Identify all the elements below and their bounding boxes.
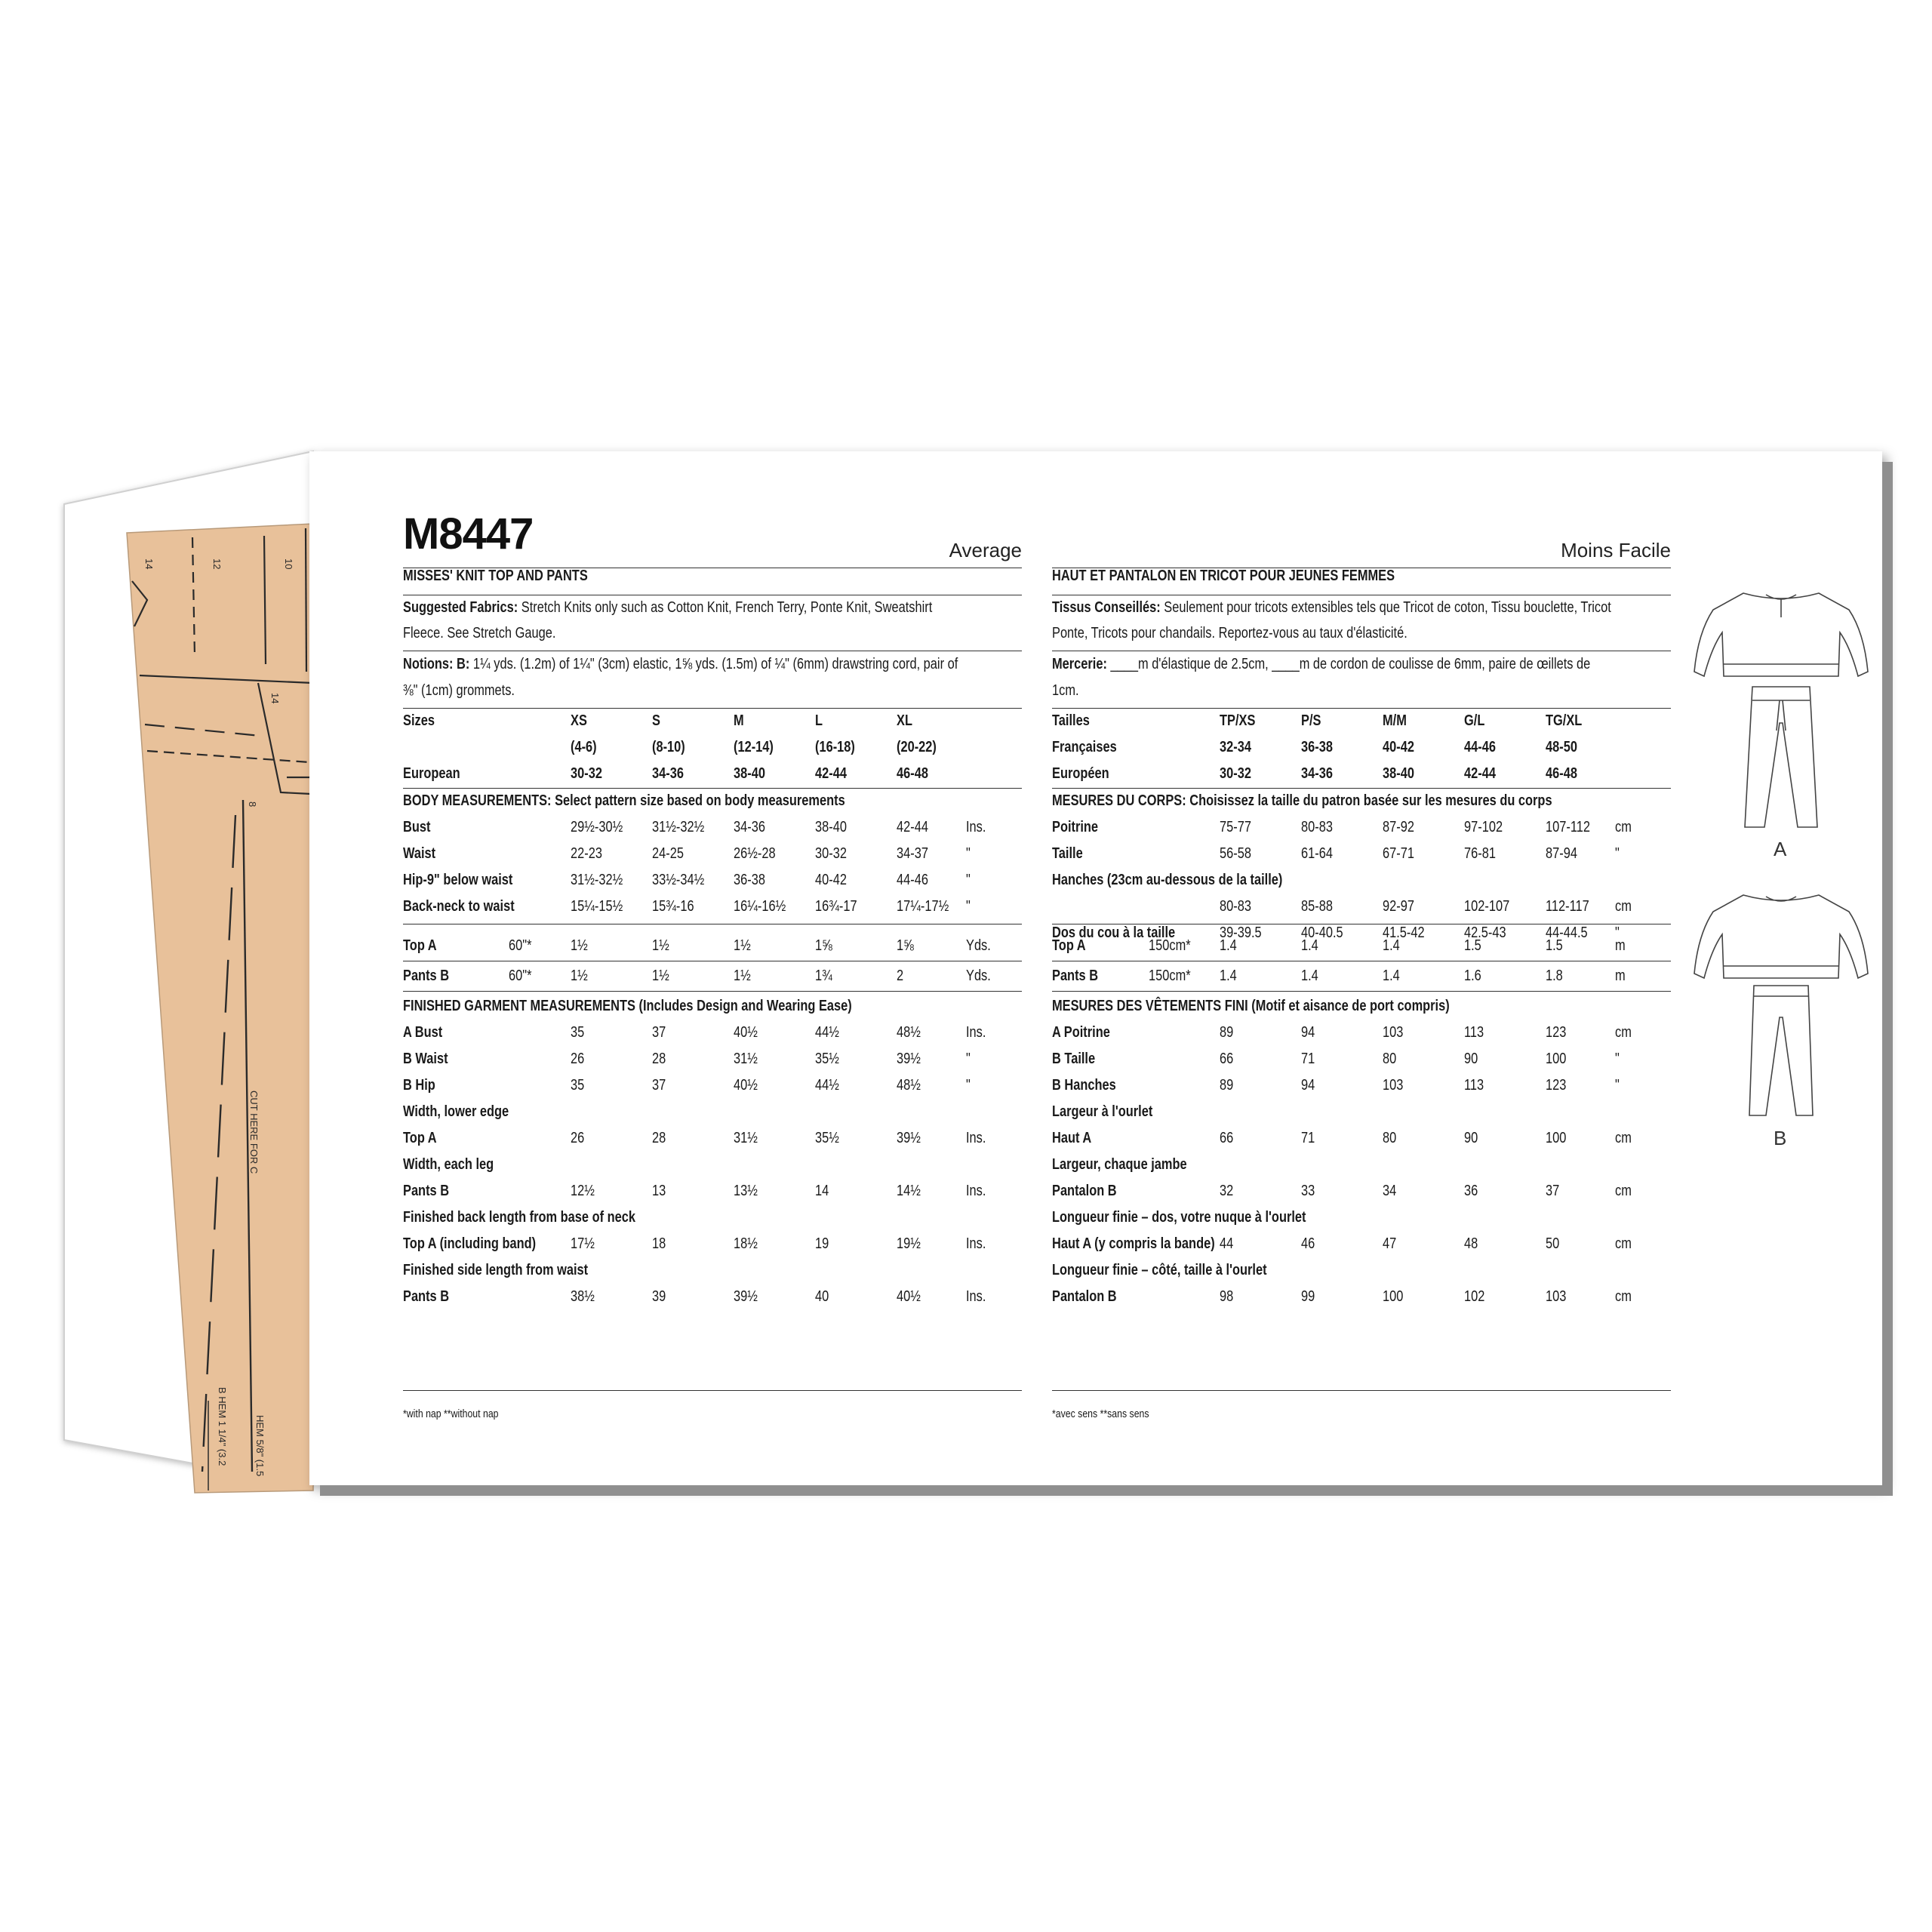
yardage-cell: 1.4 [1301,968,1318,984]
yardage-width: 60"* [509,968,532,984]
finished-row-label: Pants B [403,1183,450,1199]
finished-cell: 18½ [734,1235,758,1252]
body-row-label: Hip-9" below waist [403,872,513,888]
size-num-4: (20-22) [897,739,937,755]
finished-row-label: A Poitrine [1052,1024,1110,1041]
finished-row-label: Top A [403,1130,437,1146]
finished-cell: 66 [1220,1130,1234,1146]
body-row-label: Waist [403,845,436,862]
euro-1: 34-36 [652,765,684,782]
finished-cell: 66 [1220,1051,1234,1067]
finished-row-label: Pantalon B [1052,1288,1117,1305]
finished-cell: 14½ [897,1183,921,1199]
finished-cell: 31½ [734,1130,758,1146]
euro-0: 30-32 [1220,765,1251,782]
sizes-label: Tailles [1052,712,1090,729]
finished-cell: 48 [1464,1235,1478,1252]
finished-row-label: Haut A (y compris la bande) [1052,1235,1215,1252]
finished-unit: Ins. [966,1183,986,1199]
finished-cell: 35 [571,1024,585,1041]
yardage-cell: 1.5 [1464,937,1481,954]
finished-cell: 36 [1464,1183,1478,1199]
footnote-en: *with nap **without nap [403,1407,499,1420]
finished-unit: Ins. [966,1024,986,1041]
body-cell: 16¼-16½ [734,898,786,915]
finished-unit: " [1615,1077,1620,1094]
finished-title: FINISHED GARMENT MEASUREMENTS (Includes Design and Wearing Ease) [403,998,852,1014]
finished-unit: " [966,1077,971,1094]
finished-cell: 94 [1301,1024,1315,1041]
finished-cell: 26 [571,1051,585,1067]
yardage-unit: Yds. [966,937,991,954]
body-cell: 16¾-17 [815,898,857,915]
size-4: TG/XL [1546,712,1583,729]
finished-cell: 37 [652,1024,666,1041]
size-3: G/L [1464,712,1485,729]
finished-cell: 80 [1383,1051,1397,1067]
body-cell: 42.5-43 [1464,924,1506,941]
finished-row-label: Finished back length from base of neck [403,1209,636,1226]
finished-cell: 31½ [734,1051,758,1067]
body-cell: 56-58 [1220,845,1251,862]
size-2: M [734,712,744,729]
fr-size-3: 44-46 [1464,739,1496,755]
fr-size-0: 32-34 [1220,739,1251,755]
yardage-cell: 1.4 [1220,968,1237,984]
size-1: S [652,712,660,729]
size-num-0: (4-6) [571,739,597,755]
euro-2: 38-40 [1383,765,1414,782]
finished-row-label: Pantalon B [1052,1183,1117,1199]
euro-1: 34-36 [1301,765,1333,782]
yardage-cell: 1.4 [1301,937,1318,954]
finished-cell: 98 [1220,1288,1234,1305]
yardage-width: 150cm* [1149,968,1191,984]
finished-unit: " [1615,1051,1620,1067]
body-cell: 34-37 [897,845,928,862]
body-cell: 67-71 [1383,845,1414,862]
yardage-cell: 1½ [652,937,669,954]
hem-b-label: B HEM 1 1/4" (3.2 [217,1387,228,1466]
finished-unit: Ins. [966,1130,986,1146]
size-3: L [815,712,823,729]
finished-cell: 38½ [571,1288,595,1305]
yardage-cell: 1½ [571,968,588,984]
body-cell: 76-81 [1464,845,1496,862]
finished-cell: 100 [1546,1130,1567,1146]
euro-0: 30-32 [571,765,602,782]
yardage-cell: 1½ [734,968,751,984]
finished-cell: 40½ [897,1288,921,1305]
euro-4: 46-48 [1546,765,1577,782]
yardage-cell: 1.8 [1546,968,1563,984]
body-row-label: Bust [403,819,431,835]
body-unit: " [966,898,971,915]
finished-title: MESURES DES VÊTEMENTS FINI (Motif et aisance de port compris) [1052,998,1450,1014]
body-cell: 92-97 [1383,898,1414,915]
finished-cell: 94 [1301,1077,1315,1094]
body-cell: 44-46 [897,872,928,888]
finished-cell: 71 [1301,1130,1315,1146]
finished-cell: 40 [815,1288,829,1305]
finished-unit: Ins. [966,1235,986,1252]
yardage-unit: Yds. [966,968,991,984]
notions-line-2-fr: 1cm. [1052,682,1079,699]
fr-sizes-label: Françaises [1052,739,1117,755]
finished-cell: 46 [1301,1235,1315,1252]
finished-cell: 103 [1546,1288,1567,1305]
body-unit: cm [1615,819,1632,835]
fabrics-line-2-fr: Ponte, Tricots pour chandails. Reportez-vous au taux d'élasticité. [1052,625,1407,641]
finished-cell: 37 [652,1077,666,1094]
finished-cell: 39½ [897,1051,921,1067]
notions-line-2: ⅜" (1cm) grommets. [403,682,515,699]
size-num-2: (12-14) [734,739,774,755]
finished-cell: 35½ [815,1130,839,1146]
yardage-cell: 1½ [571,937,588,954]
finished-row-label: Width, each leg [403,1156,494,1173]
body-cell: 36-38 [734,872,765,888]
finished-cell: 39½ [897,1130,921,1146]
hem-58-label: HEM 5/8" (1.5 [254,1415,266,1477]
size-num-1: (8-10) [652,739,685,755]
yardage-label: Top A [403,937,437,954]
body-cell: 97-102 [1464,819,1503,835]
fabrics-line-1-fr: Tissus Conseillés: Seulement pour tricots extensibles tels que Tricot de coton, Tissu bouclette, Tricot [1052,599,1611,616]
yardage-cell: 1⅝ [897,937,914,954]
euro-3: 42-44 [1464,765,1496,782]
finished-cell: 47 [1383,1235,1397,1252]
finished-row-label: Haut A [1052,1130,1092,1146]
notions-line-1: Notions: B: 1¼ yds. (1.2m) of 1¼" (3cm) elastic, 1⅝ yds. (1.5m) of ¼" (6mm) drawstring cord, pair of [403,656,958,672]
finished-cell: 103 [1383,1024,1404,1041]
difficulty-level-fr: Moins Facile [1561,539,1671,561]
yardage-label: Top A [1052,937,1086,954]
view-a-label: A [1774,838,1787,860]
finished-cell: 103 [1383,1077,1404,1094]
size-4: XL [897,712,912,729]
body-cell: 107-112 [1546,819,1590,835]
finished-cell: 123 [1546,1077,1567,1094]
fabrics-line-1: Suggested Fabrics: Stretch Knits only such as Cotton Knit, French Terry, Ponte Knit, Sweatshirt [403,599,933,616]
finished-cell: 113 [1464,1024,1484,1041]
finished-row-label: Longueur finie – dos, votre nuque à l'ourlet [1052,1209,1306,1226]
finished-row-label: Pants B [403,1288,450,1305]
yardage-unit: m [1615,968,1626,984]
finished-cell: 48½ [897,1024,921,1041]
size-1: P/S [1301,712,1321,729]
finished-cell: 40½ [734,1077,758,1094]
body-unit: " [1615,924,1620,941]
finished-cell: 48½ [897,1077,921,1094]
finished-cell: 28 [652,1051,666,1067]
finished-cell: 71 [1301,1051,1315,1067]
pattern-title-fr: HAUT ET PANTALON EN TRICOT POUR JEUNES FEMMES [1052,568,1395,584]
body-cell: 80-83 [1220,898,1251,915]
finished-row-label: B Waist [403,1051,448,1067]
finished-cell: 37 [1546,1183,1560,1199]
finished-row-label: Width, lower edge [403,1103,509,1120]
body-cell: 42-44 [897,819,928,835]
finished-row-label: A Bust [403,1024,443,1041]
body-cell: 87-94 [1546,845,1577,862]
finished-cell: 14 [815,1183,829,1199]
body-row-label: Poitrine [1052,819,1099,835]
finished-cell: 19½ [897,1235,921,1252]
body-unit: cm [1615,898,1632,915]
body-cell: 75-77 [1220,819,1251,835]
pattern-code: M8447 [403,509,534,558]
finished-cell: 13 [652,1183,666,1199]
finished-cell: 26 [571,1130,585,1146]
yardage-label: Pants B [1052,968,1099,984]
finished-unit: cm [1615,1235,1632,1252]
body-cell: 61-64 [1301,845,1333,862]
body-cell: 30-32 [815,845,847,862]
body-title: MESURES DU CORPS: Choisissez la taille du patron basée sur les mesures du corps [1052,792,1552,809]
pattern-mark-10: 10 [283,558,294,570]
yardage-cell: 1½ [652,968,669,984]
body-cell: 31½-32½ [652,819,705,835]
finished-cell: 40½ [734,1024,758,1041]
finished-cell: 33 [1301,1183,1315,1199]
finished-cell: 113 [1464,1077,1484,1094]
finished-cell: 123 [1546,1024,1567,1041]
body-cell: 15¼-15½ [571,898,623,915]
finished-cell: 90 [1464,1051,1478,1067]
body-cell: 112-117 [1546,898,1589,915]
fr-size-4: 48-50 [1546,739,1577,755]
body-unit: " [966,872,971,888]
finished-cell: 100 [1546,1051,1567,1067]
finished-cell: 44 [1220,1235,1234,1252]
finished-cell: 39 [652,1288,666,1305]
sizes-label: Sizes [403,712,435,729]
finished-row-label: B Taille [1052,1051,1096,1067]
finished-row-label: Largeur, chaque jambe [1052,1156,1187,1173]
yardage-width: 150cm* [1149,937,1191,954]
body-cell: 15¾-16 [652,898,694,915]
finished-cell: 89 [1220,1024,1234,1041]
body-unit: " [966,845,971,862]
body-cell: 39-39.5 [1220,924,1262,941]
body-cell: 29½-30½ [571,819,623,835]
view-b-illustration [1690,889,1872,1131]
size-num-3: (16-18) [815,739,855,755]
pattern-back-card [309,451,1882,1485]
finished-cell: 12½ [571,1183,595,1199]
euro-label: European [403,765,460,782]
yardage-unit: m [1615,937,1626,954]
finished-cell: 50 [1546,1235,1560,1252]
finished-cell: 90 [1464,1130,1478,1146]
yardage-cell: 1½ [734,937,751,954]
yardage-cell: 1.4 [1220,937,1237,954]
finished-unit: Ins. [966,1288,986,1305]
body-unit: " [1615,845,1620,862]
yardage-width: 60"* [509,937,532,954]
finished-row-label: Finished side length from waist [403,1262,589,1278]
euro-2: 38-40 [734,765,765,782]
footnote-fr: *avec sens **sans sens [1052,1407,1149,1420]
finished-cell: 102 [1464,1288,1485,1305]
pattern-title: MISSES' KNIT TOP AND PANTS [403,568,588,584]
finished-cell: 34 [1383,1183,1397,1199]
finished-cell: 89 [1220,1077,1234,1094]
cut-here-label: CUT HERE FOR C [248,1091,260,1174]
difficulty-level: Average [949,539,1022,561]
finished-cell: 99 [1301,1288,1315,1305]
body-row-label: Hanches (23cm au-dessous de la taille) [1052,872,1283,888]
fr-size-2: 40-42 [1383,739,1414,755]
euro-4: 46-48 [897,765,928,782]
body-row-label: Back-neck to waist [403,898,515,915]
finished-row-label: Largeur à l'ourlet [1052,1103,1153,1120]
size-2: M/M [1383,712,1407,729]
yardage-cell: 2 [897,968,904,984]
finished-unit: cm [1615,1130,1632,1146]
euro-3: 42-44 [815,765,847,782]
finished-cell: 13½ [734,1183,758,1199]
body-cell: 44-44.5 [1546,924,1588,941]
body-title: BODY MEASUREMENTS: Select pattern size based on body measurements [403,792,845,809]
body-row-label: Dos du cou à la taille [1052,924,1176,941]
euro-label: Européen [1052,765,1109,782]
yardage-cell: 1.4 [1383,937,1400,954]
finished-row-label: Longueur finie – côté, taille à l'ourlet [1052,1262,1267,1278]
finished-cell: 17½ [571,1235,595,1252]
finished-cell: 28 [652,1130,666,1146]
finished-cell: 35½ [815,1051,839,1067]
finished-cell: 100 [1383,1288,1404,1305]
body-unit: Ins. [966,819,986,835]
pattern-mark-14b: 14 [269,693,281,704]
body-row-label: Taille [1052,845,1083,862]
yardage-cell: 1.6 [1464,968,1481,984]
finished-unit: " [966,1051,971,1067]
body-cell: 33½-34½ [652,872,705,888]
size-0: TP/XS [1220,712,1256,729]
body-cell: 80-83 [1301,819,1333,835]
pattern-mark-8: 8 [247,801,258,808]
finished-row-label: B Hanches [1052,1077,1116,1094]
fabrics-line-2: Fleece. See Stretch Gauge. [403,625,556,641]
body-cell: 22-23 [571,845,602,862]
fr-size-1: 36-38 [1301,739,1333,755]
finished-cell: 39½ [734,1288,758,1305]
body-cell: 38-40 [815,819,847,835]
body-cell: 31½-32½ [571,872,623,888]
body-cell: 40-40.5 [1301,924,1343,941]
body-cell: 85-88 [1301,898,1333,915]
yardage-label: Pants B [403,968,450,984]
yardage-cell: 1.4 [1383,968,1400,984]
body-cell: 102-107 [1464,898,1510,915]
body-cell: 34-36 [734,819,765,835]
finished-cell: 35 [571,1077,585,1094]
body-cell: 24-25 [652,845,684,862]
pattern-mark-14a: 14 [143,558,155,570]
finished-cell: 32 [1220,1183,1234,1199]
body-cell: 17¼-17½ [897,898,949,915]
finished-unit: cm [1615,1024,1632,1041]
yardage-cell: 1¾ [815,968,832,984]
body-cell: 41.5-42 [1383,924,1425,941]
finished-row-label: B Hip [403,1077,435,1094]
finished-unit: cm [1615,1288,1632,1305]
finished-cell: 18 [652,1235,666,1252]
body-cell: 40-42 [815,872,847,888]
finished-cell: 80 [1383,1130,1397,1146]
pattern-mark-12: 12 [211,558,223,570]
body-cell: 26½-28 [734,845,776,862]
finished-cell: 44½ [815,1024,839,1041]
yardage-cell: 1⅝ [815,937,832,954]
finished-cell: 44½ [815,1077,839,1094]
size-0: XS [571,712,587,729]
body-cell: 87-92 [1383,819,1414,835]
finished-unit: cm [1615,1183,1632,1199]
finished-row-label: Top A (including band) [403,1235,537,1252]
notions-line-1-fr: Mercerie: ____m d'élastique de 2.5cm, ____m de cordon de coulisse de 6mm, paire de œillets de [1052,656,1591,672]
view-b-label: B [1774,1127,1787,1149]
view-a-illustration [1690,587,1872,836]
yardage-cell: 1.5 [1546,937,1563,954]
finished-cell: 19 [815,1235,829,1252]
